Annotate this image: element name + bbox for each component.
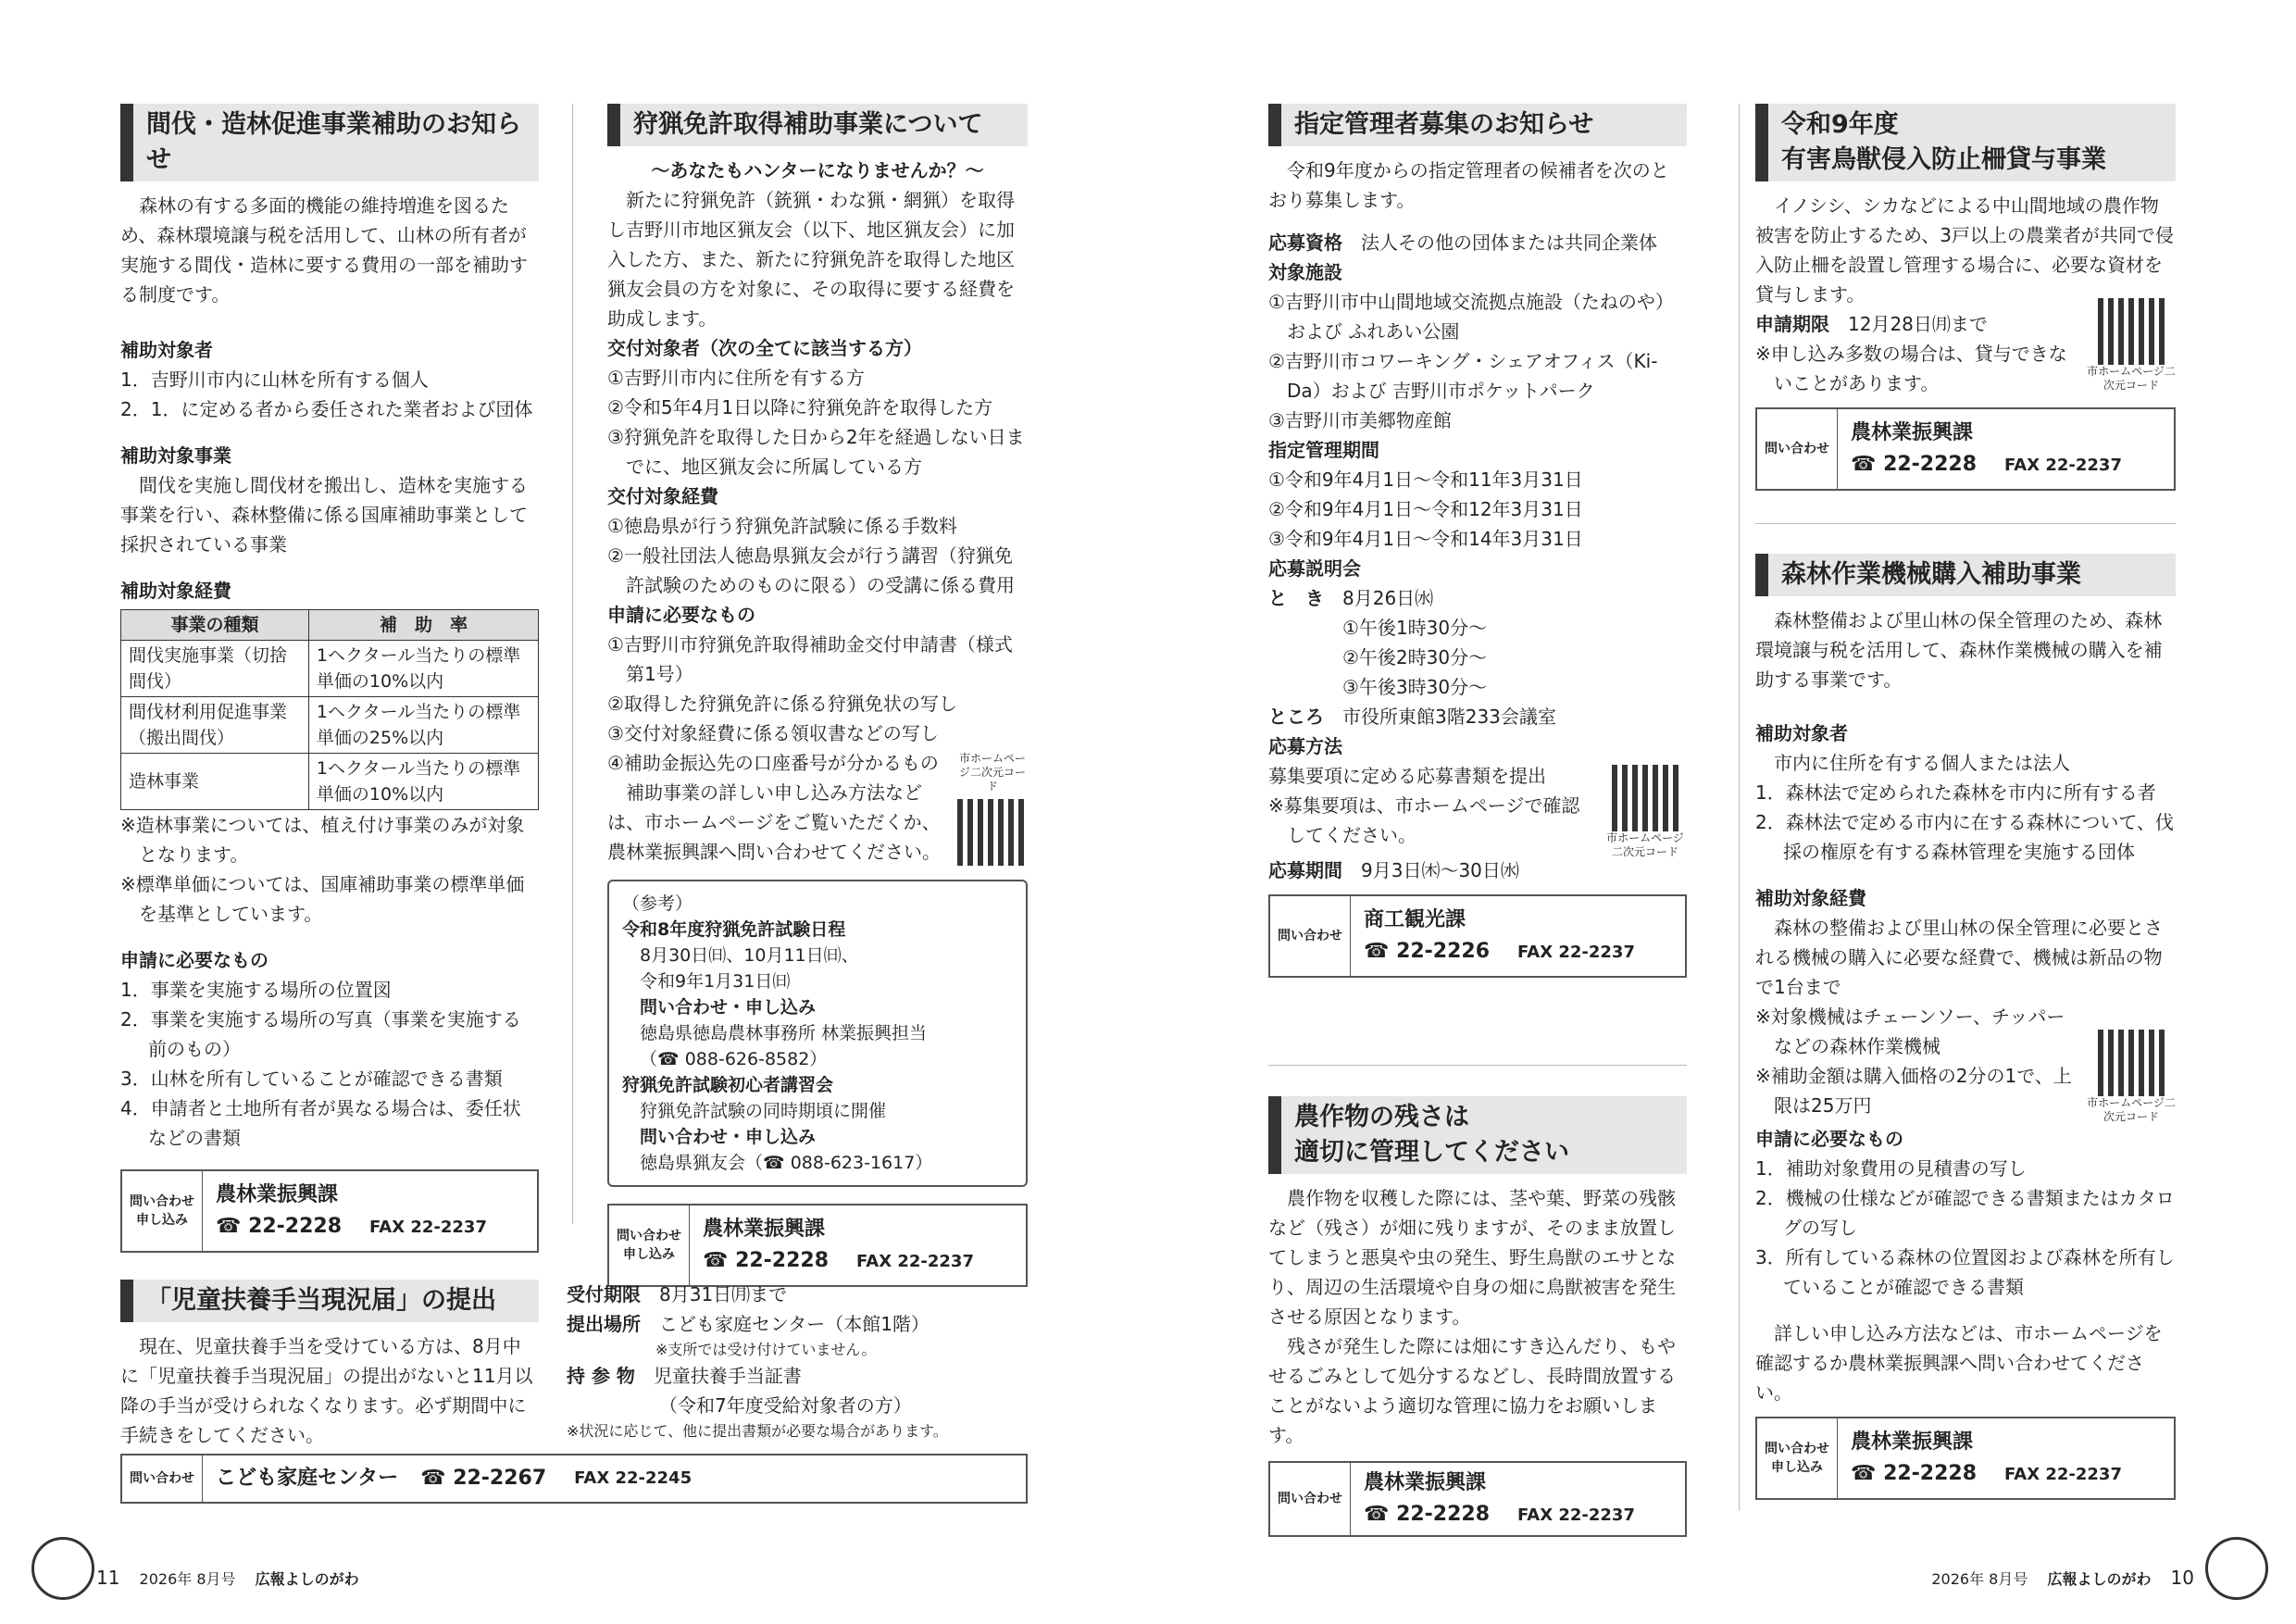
fax-number: FAX 22-2237 [856, 1251, 974, 1271]
list-item: ①令和9年4月1日～令和11年3月31日 [1268, 468, 1583, 491]
field-label: ところ [1268, 706, 1324, 728]
body-text: 間伐を実施し間伐材を搬出し、造林を実施する事業を行い、森林整備に係る国庫補助事業として採択されている事業 [120, 474, 528, 556]
contact-dept: こども家庭センター [216, 1467, 399, 1490]
subheading: 応募方法 [1268, 735, 1342, 757]
table-cell: 間伐実施事業（切捨間伐） [121, 641, 309, 697]
section-child-allowance [120, 1280, 1028, 1504]
reference-contact: 徳島県猟友会（☎ 088-623-1617） [640, 1153, 933, 1173]
phone-number: ☎ 22-2228 [1851, 1461, 1978, 1485]
list-item: ③午後3時30分～ [1342, 676, 1488, 698]
list-item: 2．事業を実施する場所の写真（事業を実施する前のもの） [120, 1008, 521, 1060]
fax-number: FAX 22-2237 [1517, 942, 1635, 962]
section-title-line: 適切に管理してください [1294, 1138, 1569, 1167]
table-header: 事業の種類 [121, 610, 309, 641]
table-row [121, 754, 539, 810]
note: ※募集要項は、市ホームページで確認してください。 [1268, 794, 1580, 846]
list-item: 1．事業を実施する場所の位置図 [120, 979, 392, 1001]
list-item: ②一般社団法人徳島県猟友会が行う講習（狩猟免許試験のためのものに限る）の受講に係る費用 [607, 544, 1015, 596]
field-value: 8月31日㈪まで [659, 1283, 788, 1305]
field-value: （令和7年度受給対象者の方） [659, 1394, 912, 1417]
list-item: ①徳島県が行う狩猟免許試験に係る手数料 [607, 515, 957, 537]
contact-box [1268, 1461, 1687, 1537]
contact-label: 問い合わせ [617, 1229, 681, 1243]
list-item: ③令和9年4月1日～令和14年3月31日 [1268, 528, 1583, 550]
publication-title: 広報よしのがわ [2047, 1570, 2152, 1588]
intro-text: 新たに狩猟免許（銃猟・わな猟・網猟）を取得し吉野川市地区猟友会（以下、地区猟友会）に加入した方、また、新たに狩猟免許を取得した地区猟友会員の方を対象に、その取得に要する経費を助成します。 [607, 189, 1015, 330]
contact-label: 申し込み [136, 1213, 188, 1228]
exam-date: 令和9年1月31日㈰ [640, 971, 791, 992]
section-title: 指定管理者募集のお知らせ [1268, 104, 1687, 146]
subheading: 交付対象経費 [607, 485, 718, 507]
intro-text: 森林の有する多面的機能の維持増進を図るため、森林環境譲与税を活用して、山林の所有者が実施する間伐・造林に要する費用の一部を補助する制度です。 [120, 194, 528, 306]
list-item: ①吉野川市内に住所を有する方 [607, 367, 865, 389]
table-cell: 1ヘクタール当たりの標準単価の10%以内 [308, 641, 538, 697]
subheading: 対象施設 [1268, 261, 1342, 283]
section-title: 森林作業機械購入補助事業 [1755, 554, 2176, 596]
field-label: 応募期間 [1268, 859, 1342, 881]
field-label: 応募資格 [1268, 231, 1342, 254]
page-number: 10 [2170, 1567, 2194, 1589]
section-title-line: 有害鳥獣侵入防止柵貸与事業 [1781, 145, 2106, 174]
contact-dept: 農林業振興課 [1851, 1430, 1974, 1454]
section-wildlife-fence [1755, 104, 2176, 491]
reference-box [607, 880, 1028, 1187]
contact-box [607, 1204, 1028, 1287]
contact-label: 問い合わせ [1278, 929, 1342, 943]
reference-text: 狩猟免許試験の同時期頃に開催 [640, 1101, 887, 1121]
mascot-icon [2205, 1537, 2268, 1600]
body-text: 補助事業の詳しい申し込み方法などは、市ホームページをご覧いただくか、農林業振興課へ問い合わせてください。 [607, 781, 941, 863]
list-item: 2．森林法で定める市内に在する森林について、伐採の権原を有する森林管理を実施する団体 [1755, 811, 2174, 863]
footer-right [1931, 1567, 2194, 1589]
section-title: 間伐・造林促進事業補助のお知らせ [120, 104, 539, 181]
intro-text: 森林整備および里山林の保全管理のため、森林環境譲与税を活用して、森林作業機械の購入を補助する事業です。 [1755, 609, 2163, 691]
fax-number: FAX 22-2237 [2004, 1464, 2122, 1484]
contact-dept: 農林業振興課 [703, 1217, 826, 1241]
qr-code-icon[interactable] [2098, 1030, 2165, 1096]
contact-label: 問い合わせ [1765, 1442, 1829, 1456]
contact-box [120, 1454, 1028, 1504]
field-value: 9月3日㈭～30日㈬ [1361, 859, 1519, 881]
reference-subheading: 問い合わせ・申し込み [640, 997, 817, 1018]
qr-caption: 市ホームページ二次元コード [2087, 1096, 2176, 1123]
issue-date: 2026年 8月号 [1931, 1570, 2028, 1588]
table-cell: 1ヘクタール当たりの標準単価の25%以内 [308, 697, 538, 754]
note: ※支所では受け付けていません。 [655, 1341, 877, 1358]
qr-caption: 市ホームページ二次元コード [1606, 831, 1684, 858]
subheading: 申請に必要なもの [607, 604, 755, 626]
reference-title: 狩猟免許試験初心者講習会 [622, 1075, 834, 1095]
phone-number: ☎ 22-2228 [1364, 1502, 1491, 1526]
contact-label: 問い合わせ [130, 1194, 194, 1209]
subheading: 補助対象事業 [120, 444, 231, 467]
phone-number: ☎ 22-2226 [1364, 939, 1491, 963]
reference-label: （参考） [622, 893, 693, 914]
body-text: 募集要項に定める応募書類を提出 [1268, 765, 1546, 787]
page-number: 11 [96, 1567, 120, 1589]
list-item: ①吉野川市中山間地域交流拠点施設（たねのや）および ふれあい公園 [1268, 291, 1674, 343]
field-value: 児童扶養手当証書 [653, 1365, 802, 1387]
qr-code-icon[interactable] [2098, 298, 2165, 365]
list-item: ②令和5年4月1日以降に狩猟免許を取得した方 [607, 396, 993, 418]
field-value: 市役所東館3階233会議室 [1342, 706, 1556, 728]
section-hunting-license [607, 104, 1028, 1287]
field-label: 申請期限 [1755, 313, 1829, 335]
section-forestry-machine [1755, 554, 2176, 1500]
fax-number: FAX 22-2245 [574, 1468, 693, 1488]
contact-label: 申し込み [623, 1247, 675, 1262]
list-item: ②吉野川市コワーキング・シェアオフィス（Ki-Da）および 吉野川市ポケットパーク [1268, 350, 1658, 402]
table-cell: 造林事業 [121, 754, 309, 810]
contact-box [1755, 407, 2176, 491]
contact-label: 申し込み [1771, 1460, 1823, 1475]
footer-left [96, 1567, 359, 1589]
body-text: 農作物を収穫した際には、茎や葉、野菜の残骸など（残さ）が畑に残りますが、そのまま放置してしまうと悪臭や虫の発生、野生鳥獣のエサとなり、周辺の生活環境や自身の畑に鳥獣被害を発生させる原因となります。 [1268, 1187, 1676, 1328]
list-item: ②令和9年4月1日～令和12年3月31日 [1268, 498, 1583, 520]
list-item: ③交付対象経費に係る領収書などの写し [607, 722, 939, 744]
list-item: 3．所有している森林の位置図および森林を所有していることが確認できる書類 [1755, 1246, 2175, 1298]
intro-text: イノシシ、シカなどによる中山間地域の農作物被害を防止するため、3戸以上の農業者が共同で侵入防止柵を設置し管理する場合に、必要な資材を貸与します。 [1755, 194, 2174, 306]
contact-label: 問い合わせ [1278, 1492, 1342, 1506]
subheading: 応募説明会 [1268, 557, 1361, 580]
note: ※補助金額は購入価格の2分の1で、上限は25万円 [1755, 1065, 2072, 1117]
issue-date: 2026年 8月号 [139, 1570, 236, 1588]
list-item: ②午後2時30分～ [1342, 646, 1488, 668]
subheading: 交付対象者（次の全てに該当する方） [607, 337, 922, 359]
contact-dept: 農林業振興課 [216, 1182, 339, 1206]
list-item: 2．1．に定める者から委任された業者および団体 [120, 398, 533, 420]
list-item: ③吉野川市美郷物産館 [1268, 409, 1452, 431]
list-item: 2．機械の仕様などが確認できる書類またはカタログの写し [1755, 1187, 2175, 1239]
section-title: 狩猟免許取得補助事業について [607, 104, 1028, 146]
contact-dept: 農林業振興課 [1364, 1470, 1487, 1494]
section-title: 「児童扶養手当現況届」の提出 [120, 1280, 539, 1322]
phone-number: ☎ 22-2228 [1851, 452, 1978, 476]
subheading: 補助対象経費 [1755, 887, 1866, 909]
field-value: 法人その他の団体または共同企業体 [1361, 231, 1657, 254]
contact-label: 問い合わせ [1765, 442, 1829, 456]
qr-code-icon[interactable] [1612, 765, 1678, 831]
list-item: 4．申請者と土地所有者が異なる場合は、委任状などの書類 [120, 1097, 521, 1149]
section-title-line: 農作物の残さは [1294, 1103, 1469, 1131]
phone-number: ☎ 22-2228 [703, 1248, 830, 1272]
body-text: 市内に住所を有する個人または法人 [1774, 752, 2070, 774]
reference-title: 令和8年度狩猟免許試験日程 [622, 919, 846, 940]
contact-box [120, 1169, 539, 1253]
reference-phone: （☎ 088-626-8582） [640, 1049, 828, 1069]
section-divider [1268, 1065, 1687, 1066]
intro-text: 現在、児童扶養手当を受けている方は、8月中に「児童扶養手当現況届」の提出がないと11月以降の手当が受けられなくなります。必ず期間中に手続きをしてください。 [120, 1335, 533, 1446]
subheading: 補助対象経費 [120, 580, 231, 602]
subheading: 申請に必要なもの [120, 949, 268, 971]
body-text: 詳しい申し込み方法などは、市ホームページを確認するか農林業振興課へ問い合わせてください。 [1755, 1322, 2163, 1404]
exam-date: 8月30日㈰、10月11日㈰、 [640, 945, 859, 966]
note: ※状況に応じて、他に提出書類が必要な場合があります。 [567, 1422, 948, 1440]
qr-caption: 市ホームページ二次元コード [2087, 365, 2176, 392]
table-header: 補 助 率 [308, 610, 538, 641]
list-item: ③狩猟免許を取得した日から2年を経過しない日までに、地区猟友会に所属している方 [607, 426, 1025, 478]
section-title [1755, 104, 2176, 181]
body-text: 残さが発生した際には畑にすき込んだり、もやせるごみとして処分するなどし、長時間放置することがないよう適切な管理に協力をお願いします。 [1268, 1335, 1676, 1446]
note: ※標準単価については、国庫補助事業の標準単価を基準としています。 [120, 873, 525, 925]
qr-code-icon[interactable] [957, 799, 1024, 866]
section-divider [1755, 523, 2176, 524]
subheading: 申請に必要なもの [1755, 1128, 1903, 1150]
reference-contact: 徳島県徳島農林事務所 林業振興担当 [640, 1023, 928, 1043]
section-designated-manager [1268, 104, 1687, 978]
column-divider [572, 104, 573, 1224]
publication-title: 広報よしのがわ [255, 1570, 359, 1588]
list-item: 1．吉野川市内に山林を所有する個人 [120, 369, 429, 391]
field-value: 8月26日㈬ [1342, 587, 1434, 609]
contact-dept: 農林業振興課 [1851, 420, 1974, 444]
field-label: 持 参 物 [567, 1365, 635, 1387]
phone-number: ☎ 22-2267 [420, 1467, 547, 1490]
rate-table [120, 609, 539, 810]
table-row [121, 697, 539, 754]
table-cell: 間伐材利用促進事業（搬出間伐） [121, 697, 309, 754]
list-item: 3．山林を所有していることが確認できる書類 [120, 1068, 503, 1090]
phone-number: ☎ 22-2228 [216, 1214, 343, 1238]
section-crop-residue [1268, 1096, 1687, 1537]
list-item: ②取得した狩猟免許に係る狩猟免状の写し [607, 693, 957, 715]
section-thinning-subsidy [120, 104, 539, 1253]
list-item: ④補助金振込先の口座番号が分かるもの [607, 752, 939, 774]
field-label: 提出場所 [567, 1313, 641, 1335]
contact-box [1755, 1417, 2176, 1500]
fax-number: FAX 22-2237 [369, 1217, 487, 1237]
contact-box [1268, 894, 1687, 978]
contact-label: 問い合わせ [130, 1471, 194, 1486]
contact-dept: 商工観光課 [1364, 907, 1466, 931]
qr-caption: 市ホームページ二次元コード [958, 752, 1026, 793]
list-item: ①午後1時30分～ [1342, 617, 1488, 639]
note: ※対象機械はチェーンソー、チッパーなどの森林作業機械 [1755, 1006, 2065, 1057]
catchphrase: ～あなたもハンターになりませんか？～ [651, 159, 984, 181]
field-value: 12月28日㈪まで [1848, 313, 1988, 335]
note: ※造林事業については、植え付け事業のみが対象となります。 [120, 814, 525, 866]
field-value: こども家庭センター（本館1階） [659, 1313, 930, 1335]
fax-number: FAX 22-2237 [2004, 455, 2122, 475]
column-divider [1739, 104, 1740, 1511]
list-item: ①吉野川市狩猟免許取得補助金交付申請書（様式第1号） [607, 633, 1013, 685]
fax-number: FAX 22-2237 [1517, 1505, 1635, 1525]
subheading: 補助対象者 [1755, 722, 1848, 744]
table-cell: 1ヘクタール当たりの標準単価の10%以内 [308, 754, 538, 810]
mascot-icon [31, 1537, 94, 1600]
section-title-line: 令和9年度 [1781, 110, 1899, 139]
list-item: 1．補助対象費用の見積書の写し [1755, 1157, 2027, 1180]
field-label: 受付期限 [567, 1283, 641, 1305]
note: ※申し込み多数の場合は、貸与できないことがあります。 [1755, 343, 2067, 394]
field-label: と き [1268, 587, 1324, 609]
list-item: 1．森林法で定められた森林を市内に所有する者 [1755, 781, 2156, 804]
body-text: 森林の整備および里山林の保全管理に必要とされる機械の購入に必要な経費で、機械は新品の物で1台まで [1755, 917, 2163, 998]
table-row [121, 641, 539, 697]
reference-subheading: 問い合わせ・申し込み [640, 1127, 817, 1147]
intro-text: 令和9年度からの指定管理者の候補者を次のとおり募集します。 [1268, 159, 1669, 211]
subheading: 指定管理期間 [1268, 439, 1379, 461]
section-title [1268, 1096, 1687, 1174]
subheading: 補助対象者 [120, 339, 213, 361]
